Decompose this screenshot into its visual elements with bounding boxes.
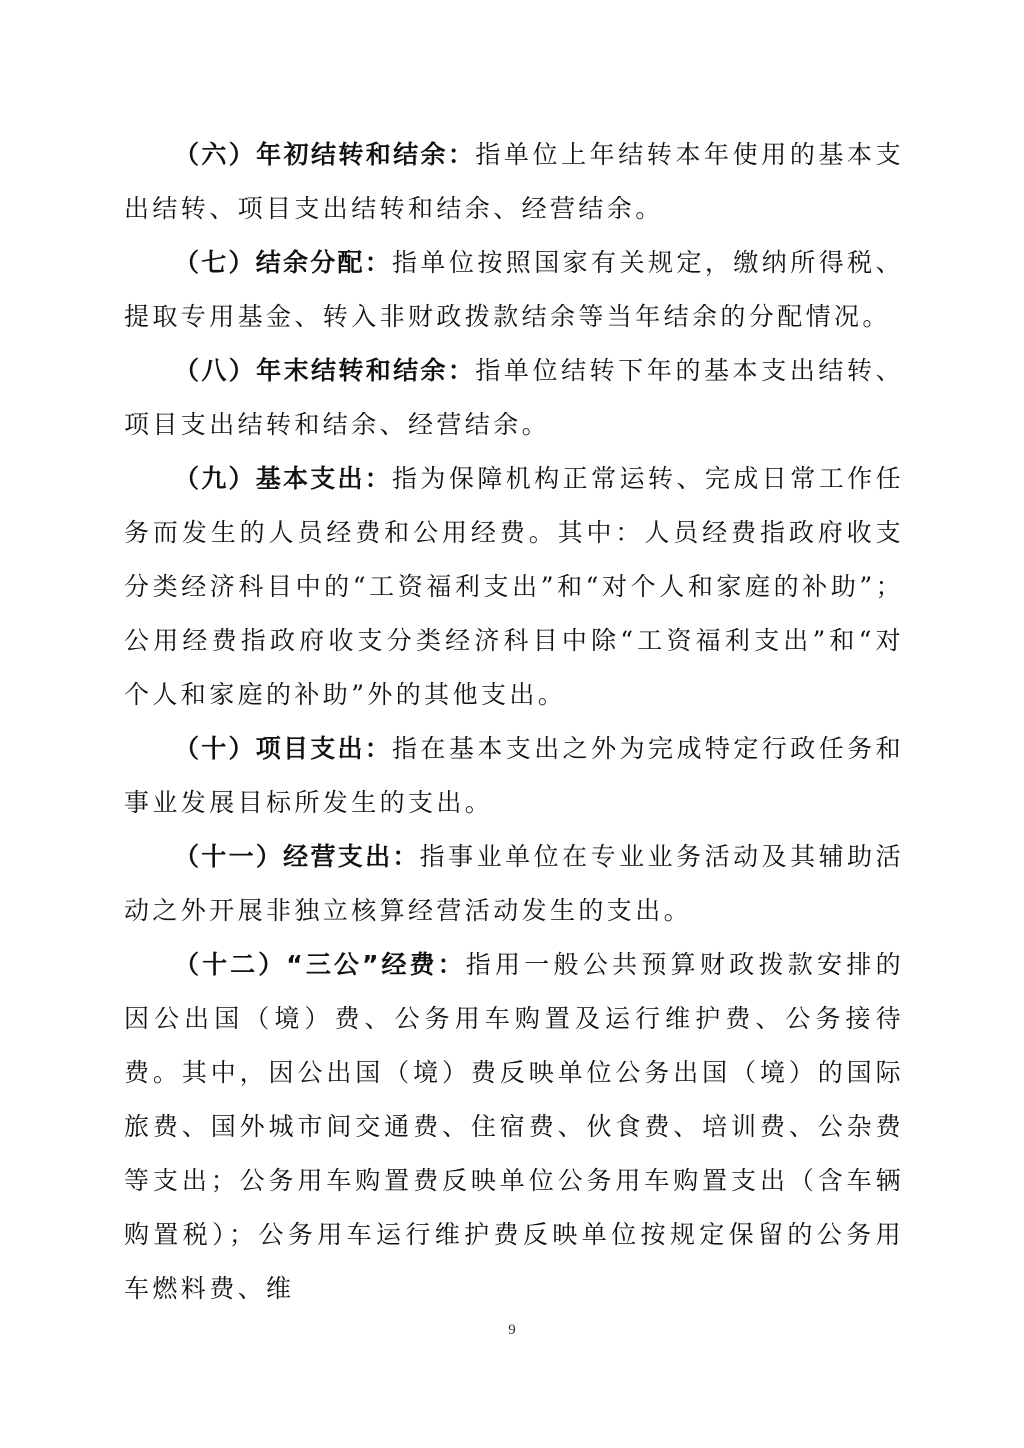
term-definition: 指事业单位在专业业务活动及其辅助活动之外开展非独立核算经营活动发生的支出。 [124, 842, 904, 925]
paragraph-carryover-end-of-year [124, 344, 904, 452]
term-heading: （十二）“三公”经费： [174, 950, 466, 979]
term-definition: 指用一般公共预算财政拨款安排的因公出国（境）费、公务用车购置及运行维护费、公务接待费。其中，因公出国（境）费反映单位公务出国（境）的国际旅费、国外城市间交通费、住宿费、伙食费、培训费、公杂费等支出；公务用车购置费反映单位公务用车购置支出（含车辆购置税）；公务用车运行维护费反映单位按规定保留的公务用车燃料费、维 [124, 950, 904, 1303]
paragraph-three-public-expenses [124, 938, 904, 1316]
term-definition: 指单位结转下年的基本支出结转、项目支出结转和结余、经营结余。 [124, 356, 904, 439]
paragraph-carryover-start-of-year [124, 128, 904, 236]
page-number: 9 [508, 1322, 516, 1338]
paragraph-project-expenditure [124, 722, 904, 830]
paragraph-basic-expenditure [124, 452, 904, 722]
term-heading: （十一）经营支出： [174, 842, 420, 871]
term-definition: 指为保障机构正常运转、完成日常工作任务而发生的人员经费和公用经费。其中：人员经费指政府收支分类经济科目中的“工资福利支出”和“对个人和家庭的补助”；公用经费指政府收支分类经济科目中除“工资福利支出”和“对个人和家庭的补助”外的其他支出。 [124, 464, 904, 709]
term-heading: （十）项目支出： [174, 734, 392, 763]
term-definition: 指单位按照国家有关规定，缴纳所得税、提取专用基金、转入非财政拨款结余等当年结余的分配情况。 [124, 248, 904, 331]
paragraph-operating-expenditure [124, 830, 904, 938]
term-heading: （八）年末结转和结余： [174, 356, 476, 385]
paragraph-surplus-distribution [124, 236, 904, 344]
term-heading: （九）基本支出： [174, 464, 392, 493]
term-definition: 指单位上年结转本年使用的基本支出结转、项目支出结转和结余、经营结余。 [124, 140, 904, 223]
document-page [124, 128, 904, 1316]
term-heading: （七）结余分配： [174, 248, 392, 277]
term-heading: （六）年初结转和结余： [174, 140, 476, 169]
term-definition: 指在基本支出之外为完成特定行政任务和事业发展目标所发生的支出。 [124, 734, 904, 817]
